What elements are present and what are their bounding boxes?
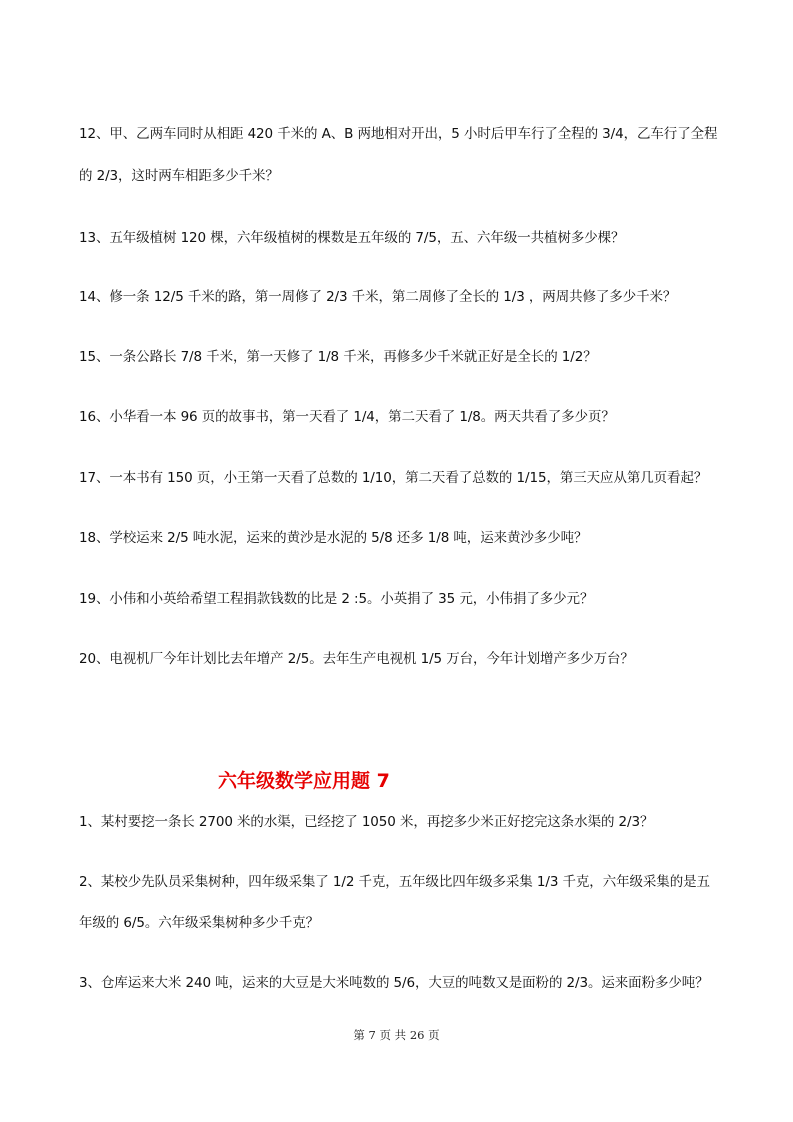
problem-20: 20、电视机厂今年计划比去年增产 2/5。去年生产电视机 1/5 万台，今年计划增产多少万台？ bbox=[79, 651, 634, 667]
problem-1: 1、某村要挖一条长 2700 米的水渠，已经挖了 1050 米，再挖多少米正好挖完这条水渠的 2/3？ bbox=[79, 814, 654, 830]
problem-13: 13、五年级植树 120 棵，六年级植树的棵数是五年级的 7/5，五、六年级一共植树多少棵？ bbox=[79, 230, 625, 246]
problem-18: 18、学校运来 2/5 吨水泥，运来的黄沙是水泥的 5/8 还多 1/8 吨，运来黄沙多少吨？ bbox=[79, 530, 588, 546]
page-footer: 第 7 页 共 26 页 bbox=[353, 1028, 440, 1042]
problem-15: 15、一条公路长 7/8 千米，第一天修了 1/8 千米，再修多少千米就正好是全长的 1/2？ bbox=[79, 349, 597, 365]
problem-2-line-2: 年级的 6/5。六年级采集树种多少千克？ bbox=[79, 915, 320, 931]
problem-3: 3、仓库运来大米 240 吨，运来的大豆是大米吨数的 5/6，大豆的吨数又是面粉的 2/3。运来面粉多少吨？ bbox=[79, 975, 709, 991]
problem-2-line-1: 2、某校少先队员采集树种，四年级采集了 1/2 千克，五年级比四年级多采集 1/3 千克，六年级采集的是五 bbox=[79, 874, 710, 890]
problem-12-line-2: 的 2/3，这时两车相距多少千米？ bbox=[79, 168, 279, 184]
problem-17: 17、一本书有 150 页，小王第一天看了总数的 1/10，第二天看了总数的 1/15，第三天应从第几页看起？ bbox=[79, 470, 708, 486]
problem-16: 16、小华看一本 96 页的故事书，第一天看了 1/4，第二天看了 1/8。两天共看了多少页？ bbox=[79, 409, 615, 425]
problem-14: 14、修一条 12/5 千米的路，第一周修了 2/3 千米，第二周修了全长的 1/3 ，两周共修了多少千米？ bbox=[79, 289, 677, 305]
problem-19: 19、小伟和小英给希望工程捐款钱数的比是 2 :5。小英捐了 35 元，小伟捐了多少元？ bbox=[79, 591, 594, 607]
section-title: 六年级数学应用题 7 bbox=[218, 770, 390, 792]
problem-12-line-1: 12、甲、乙两车同时从相距 420 千米的 A、B 两地相对开出，5 小时后甲车行了全程的 3/4，乙车行了全程 bbox=[79, 126, 718, 142]
